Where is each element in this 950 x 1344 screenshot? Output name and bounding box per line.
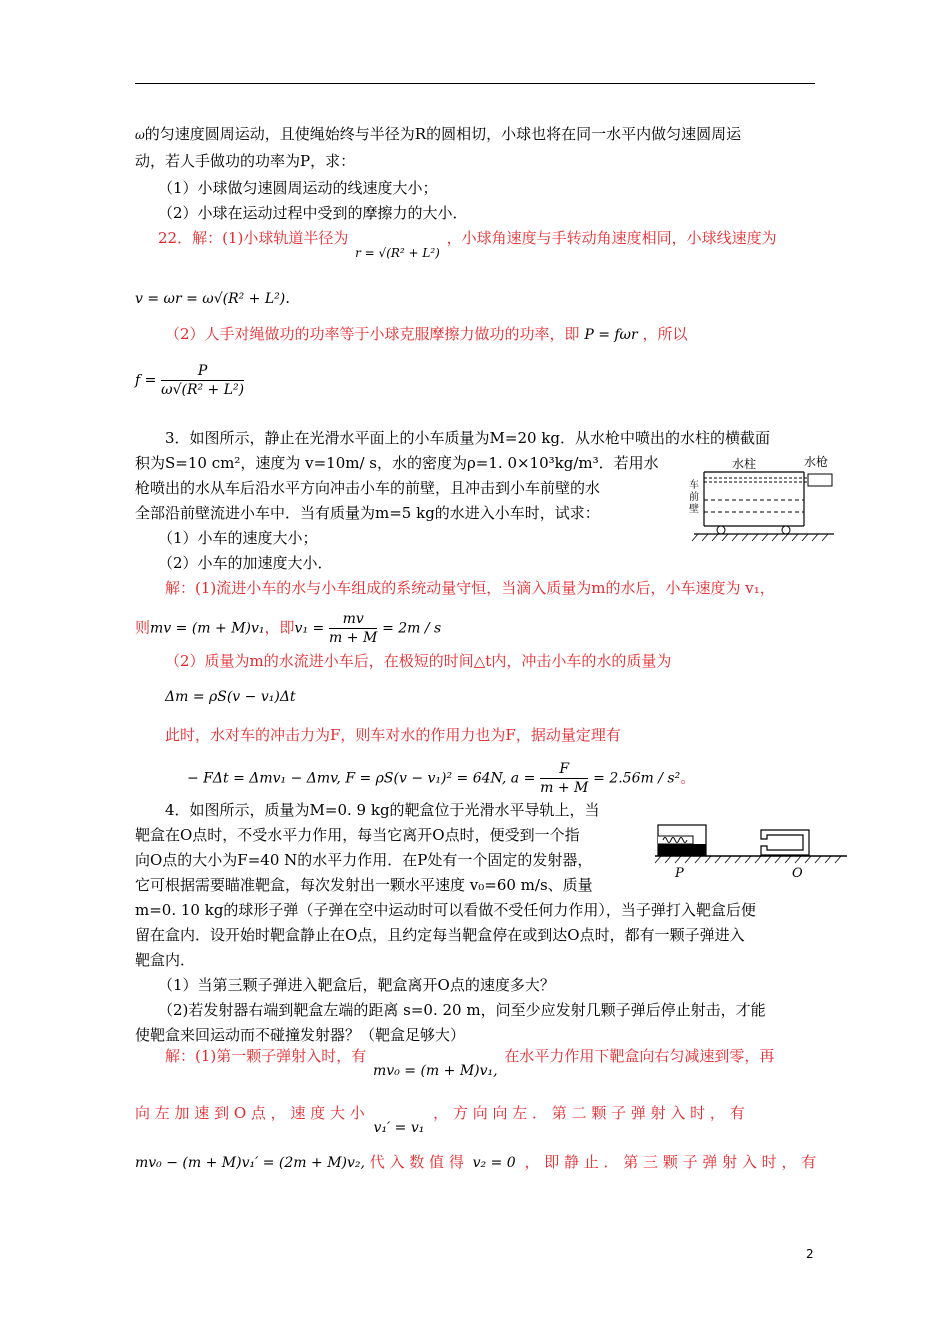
p3-question2: （2）小车的加速度大小． (158, 554, 333, 572)
fig-label-wall-1: 车 (689, 480, 699, 491)
s3-eq-dm: Δm = ρS(v − v₁)Δt (165, 689, 296, 705)
p3-line2: 积为S=10 cm²，速度为 v=10m/ s，水的密度为ρ=1. 0×10³kg/m³．若用水 (135, 454, 659, 472)
eq-radius: r = √(R² + L²) (355, 246, 440, 260)
fig-label-O: O (792, 866, 803, 881)
fig-label-wall-3: 壁 (689, 504, 699, 515)
s3-eq-force: − FΔt = Δmv₁ − Δmv, F = ρS(v − v₁)² = 64N, a = $\frac{F}{m + M}$ = 2.56m / s²。 (187, 761, 696, 796)
p4-line1: 4．如图所示，质量为M=0. 9 kg的靶盒位于光滑水平导轨上，当 (165, 801, 600, 819)
eq-power: P = fωr (584, 327, 638, 343)
s22-eq-velocity: v = ωr = ω√(R² + L²). (135, 289, 291, 307)
p4-question2-cont: 使靶盒来回运动而不碰撞发射器？（靶盒足够大） (135, 1026, 466, 1044)
p21-question1: （1）小球做匀速圆周运动的线速度大小； (158, 179, 438, 197)
cart-water-gun-figure (688, 452, 838, 544)
s3-line5: 此时，水对车的冲击力为F，则车对水的作用力也为F，据动量定理有 (165, 726, 621, 744)
fig-label-water-gun: 水枪 (804, 455, 829, 469)
eq-v2-zero: v₂ = 0 (472, 1155, 516, 1171)
s22-line1: 22．解：(1)小球轨道半径为 $_{r = √(R^2 + L^2)}$ ，小球角速度与手转动角速度相同，小球线速度为 (158, 229, 777, 260)
p4-question1: （1）当第三颗子弹进入靶盒后，靶盒离开O点的速度多大？ (158, 976, 555, 994)
page-number: 2 (806, 1247, 814, 1261)
eq-momentum-2: mv₀ − (m + M)v₁′ = (2m + M)v₂, (135, 1155, 365, 1171)
s22-line3: （2）人手对绳做功的功率等于小球克服摩擦力做功的功率，即 P = fωr ，所以 (165, 325, 688, 343)
p4-line7: 靶盒内． (135, 951, 196, 969)
fig-label-wall-2: 前 (689, 492, 699, 503)
header-rule (135, 83, 815, 84)
p4-line5: m=0. 10 kg的球形子弹（子弹在空中运动时可以看做不受任何力作用），当子弹打入靶盒后便 (135, 901, 756, 919)
p21-line1: ω的匀速度圆周运动，且使绳始终与半径为R的圆相切，小球也将在同一水平内做匀速圆周运 (135, 125, 742, 143)
p3-line4: 全部沿前壁流进小车中．当有质量为m=5 kg的水进入小车时，试求： (135, 504, 600, 522)
s3-line3: （2）质量为m的水流进小车后，在极短的时间△t内，冲击小车的水的质量为 (165, 652, 672, 670)
p21-line2: 动，若人手做功的功率为P，求： (135, 152, 356, 170)
p3-line3: 枪喷出的水从车后沿水平方向冲击小车的前壁，且冲击到小车前壁的水 (135, 479, 601, 497)
p4-line4: 它可根据需要瞄准靶盒，每次发射出一颗水平速度 v₀=60 m/s、质量 (135, 876, 593, 894)
eq-velocity-equal: v₁′ = v₁ (373, 1120, 425, 1136)
p3-line1: 3．如图所示，静止在光滑水平面上的小车质量为M=20 kg．从水枪中喷出的水柱的横截面 (165, 429, 771, 447)
s22-eq-friction: f = $\frac{P}{\text{ω√(R² + L²)}}$ (135, 363, 245, 398)
s3-line2: 则mv = (m + M)v₁，即v₁ = $\frac{mv}{m + M}$ = 2m / s (135, 611, 442, 646)
p4-line2: 靶盒在O点时，不受水平力作用，每当它离开O点时，便受到一个指 (135, 826, 580, 844)
s4-line3: mv₀ − (m + M)v₁′ = (2m + M)v₂, 代 入 数 值 得 v₂ = 0 ， 即 静 止 ． 第 三 颗 子 弹 射 入 时 ， 有 (135, 1153, 817, 1171)
s4-line1: 解：(1)第一颗子弹射入时，有 mv₀ = (m + M)v₁, 在水平力作用下靶盒向右匀减速到零，再 (165, 1047, 775, 1079)
target-box-figure (655, 816, 850, 882)
p4-line3: 向O点的大小为F=40 N的水平力作用．在P处有一个固定的发射器， (135, 851, 593, 869)
p3-question1: （1）小车的速度大小； (158, 529, 318, 547)
s4-line2: 向 左 加 速 到 O 点 ， 速 度 大 小 v₁′ = v₁ ， 方 向 向 左 ． 第 二 颗 子 弹 射 入 时 ， 有 (135, 1104, 745, 1136)
fig-label-water-column: 水柱 (732, 457, 757, 471)
p21-question2: （2）小球在运动过程中受到的摩擦力的大小． (158, 204, 468, 222)
eq-momentum-1: mv₀ = (m + M)v₁, (373, 1063, 498, 1079)
p4-question2: （2)若发射器右端到靶盒左端的距离 s=0. 20 m，问至少应发射几颗子弹后停止射击，才能 (158, 1001, 766, 1019)
p4-line6: 留在盒内．设开始时靶盒静止在O点，且约定每当靶盒停在或到达O点时，都有一颗子弹进入 (135, 926, 745, 944)
s3-line1: 解：(1)流进小车的水与小车组成的系统动量守恒，当滴入质量为m的水后，小车速度为 v₁， (165, 579, 775, 597)
fig-label-P: P (675, 866, 684, 881)
